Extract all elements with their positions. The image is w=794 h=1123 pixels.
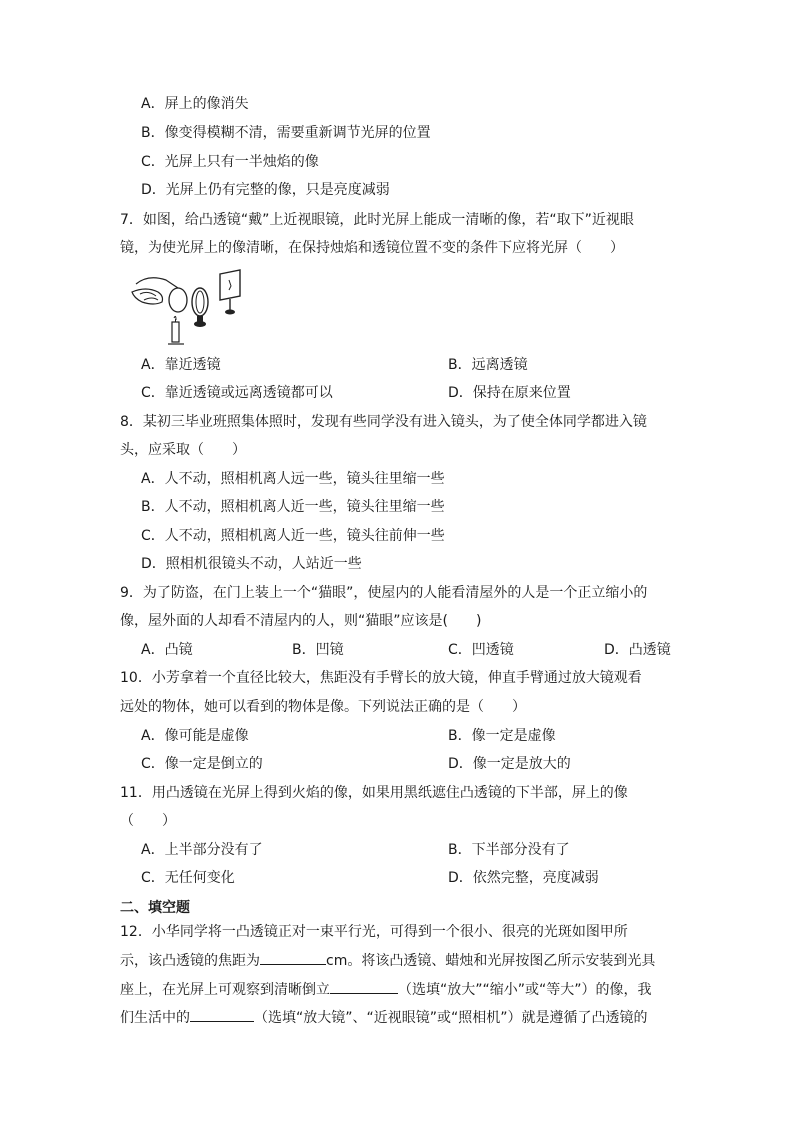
- q11-option-a: A．上半部分没有了: [141, 842, 263, 858]
- q8-option-c: C．人不动，照相机离人近一些，镜头往前伸一些: [141, 528, 445, 544]
- q12-stem-line3: [120, 979, 652, 999]
- q12-blank-focal-length[interactable]: [260, 950, 326, 965]
- q9-option-a: A．凸镜: [141, 642, 193, 658]
- q7-lens-figure: [128, 266, 254, 348]
- q6-option-a: A．屏上的像消失: [141, 96, 249, 112]
- q8-option-d: D．照相机很镜头不动，人站近一些: [141, 556, 362, 572]
- section-heading-fill-in: 二、填空题: [120, 900, 190, 916]
- q7-stem-line1: 7．如图，给凸透镜“戴”上近视眼镜，此时光屏上能成一清晰的像，若“取下”近视眼: [120, 212, 634, 228]
- q10-stem-line2: 远处的物体，她可以看到的物体是像。下列说法正确的是（ ）: [120, 699, 526, 715]
- q7-stem-line2: 镜，为使光屏上的像清晰，在保持烛焰和透镜位置不变的条件下应将光屏（ ）: [120, 240, 624, 256]
- q12-stem-line2: [120, 950, 655, 970]
- q11-option-b: B．下半部分没有了: [448, 842, 570, 858]
- q10-option-d: D．像一定是放大的: [448, 756, 571, 772]
- q12-line4-text-a: 们生活中的: [120, 1010, 190, 1026]
- q6-option-d: D．光屏上仍有完整的像，只是亮度减弱: [141, 182, 390, 198]
- q8-option-a: A．人不动，照相机离人远一些，镜头往里缩一些: [141, 471, 445, 487]
- q11-stem-line2: （ ）: [120, 813, 176, 829]
- q12-stem-line4: [120, 1007, 648, 1027]
- q12-blank-device[interactable]: [190, 1007, 254, 1022]
- q11-option-c: C．无任何变化: [141, 870, 235, 886]
- q9-option-d: D．凸透镜: [604, 642, 671, 658]
- q12-line3-text-b: （选填“放大”“缩小”或“等大”）的像，我: [398, 982, 652, 998]
- q6-option-c: C．光屏上只有一半烛焰的像: [141, 154, 319, 170]
- q8-stem-line1: 8．某初三毕业班照集体照时，发现有些同学没有进入镜头，为了使全体同学都进入镜: [120, 414, 647, 430]
- q8-stem-line2: 头，应采取（ ）: [120, 442, 246, 458]
- q9-option-b: B．凹镜: [292, 642, 344, 658]
- q7-option-c: C．靠近透镜或远离透镜都可以: [141, 385, 333, 401]
- q6-option-b: B．像变得模糊不清，需要重新调节光屏的位置: [141, 125, 431, 141]
- q12-line2-text-a: 示，该凸透镜的焦距为: [120, 953, 260, 969]
- q7-option-a: A．靠近透镜: [141, 357, 221, 373]
- q9-stem-line1: 9．为了防盗，在门上装上一个“猫眼”，使屋内的人能看清屋外的人是一个正立缩小的: [120, 585, 648, 601]
- q12-line2-text-b: cm。将该凸透镜、蜡烛和光屏按图乙所示安装到光具: [326, 953, 656, 969]
- q8-option-b: B．人不动，照相机离人近一些，镜头往里缩一些: [141, 499, 445, 515]
- q10-option-c: C．像一定是倒立的: [141, 756, 263, 772]
- q7-option-b: B．远离透镜: [448, 357, 528, 373]
- q10-stem-line1: 10．小芳拿着一个直径比较大，焦距没有手臂长的放大镜，伸直手臂通过放大镜观看: [120, 670, 642, 686]
- q10-option-a: A．像可能是虚像: [141, 728, 249, 744]
- q11-option-d: D．依然完整，亮度减弱: [448, 870, 599, 886]
- q12-blank-image-type[interactable]: [330, 979, 398, 994]
- q9-stem-line2: 像，屋外面的人却看不清屋内的人，则“猫眼”应该是( ): [120, 613, 482, 629]
- q10-option-b: B．像一定是虚像: [448, 728, 556, 744]
- q11-stem-line1: 11．用凸透镜在光屏上得到火焰的像，如果用黑纸遮住凸透镜的下半部，屏上的像: [120, 785, 628, 801]
- q9-option-c: C．凹透镜: [448, 642, 514, 658]
- q12-line4-text-b: （选填“放大镜”、“近视眼镜”或“照相机”）就是遵循了凸透镜的: [254, 1010, 648, 1026]
- q7-option-d: D．保持在原来位置: [448, 385, 571, 401]
- q12-line3-text-a: 座上，在光屏上可观察到清晰倒立: [120, 982, 330, 998]
- q12-stem-line1: 12．小华同学将一凸透镜正对一束平行光，可得到一个很小、很亮的光斑如图甲所: [120, 924, 628, 940]
